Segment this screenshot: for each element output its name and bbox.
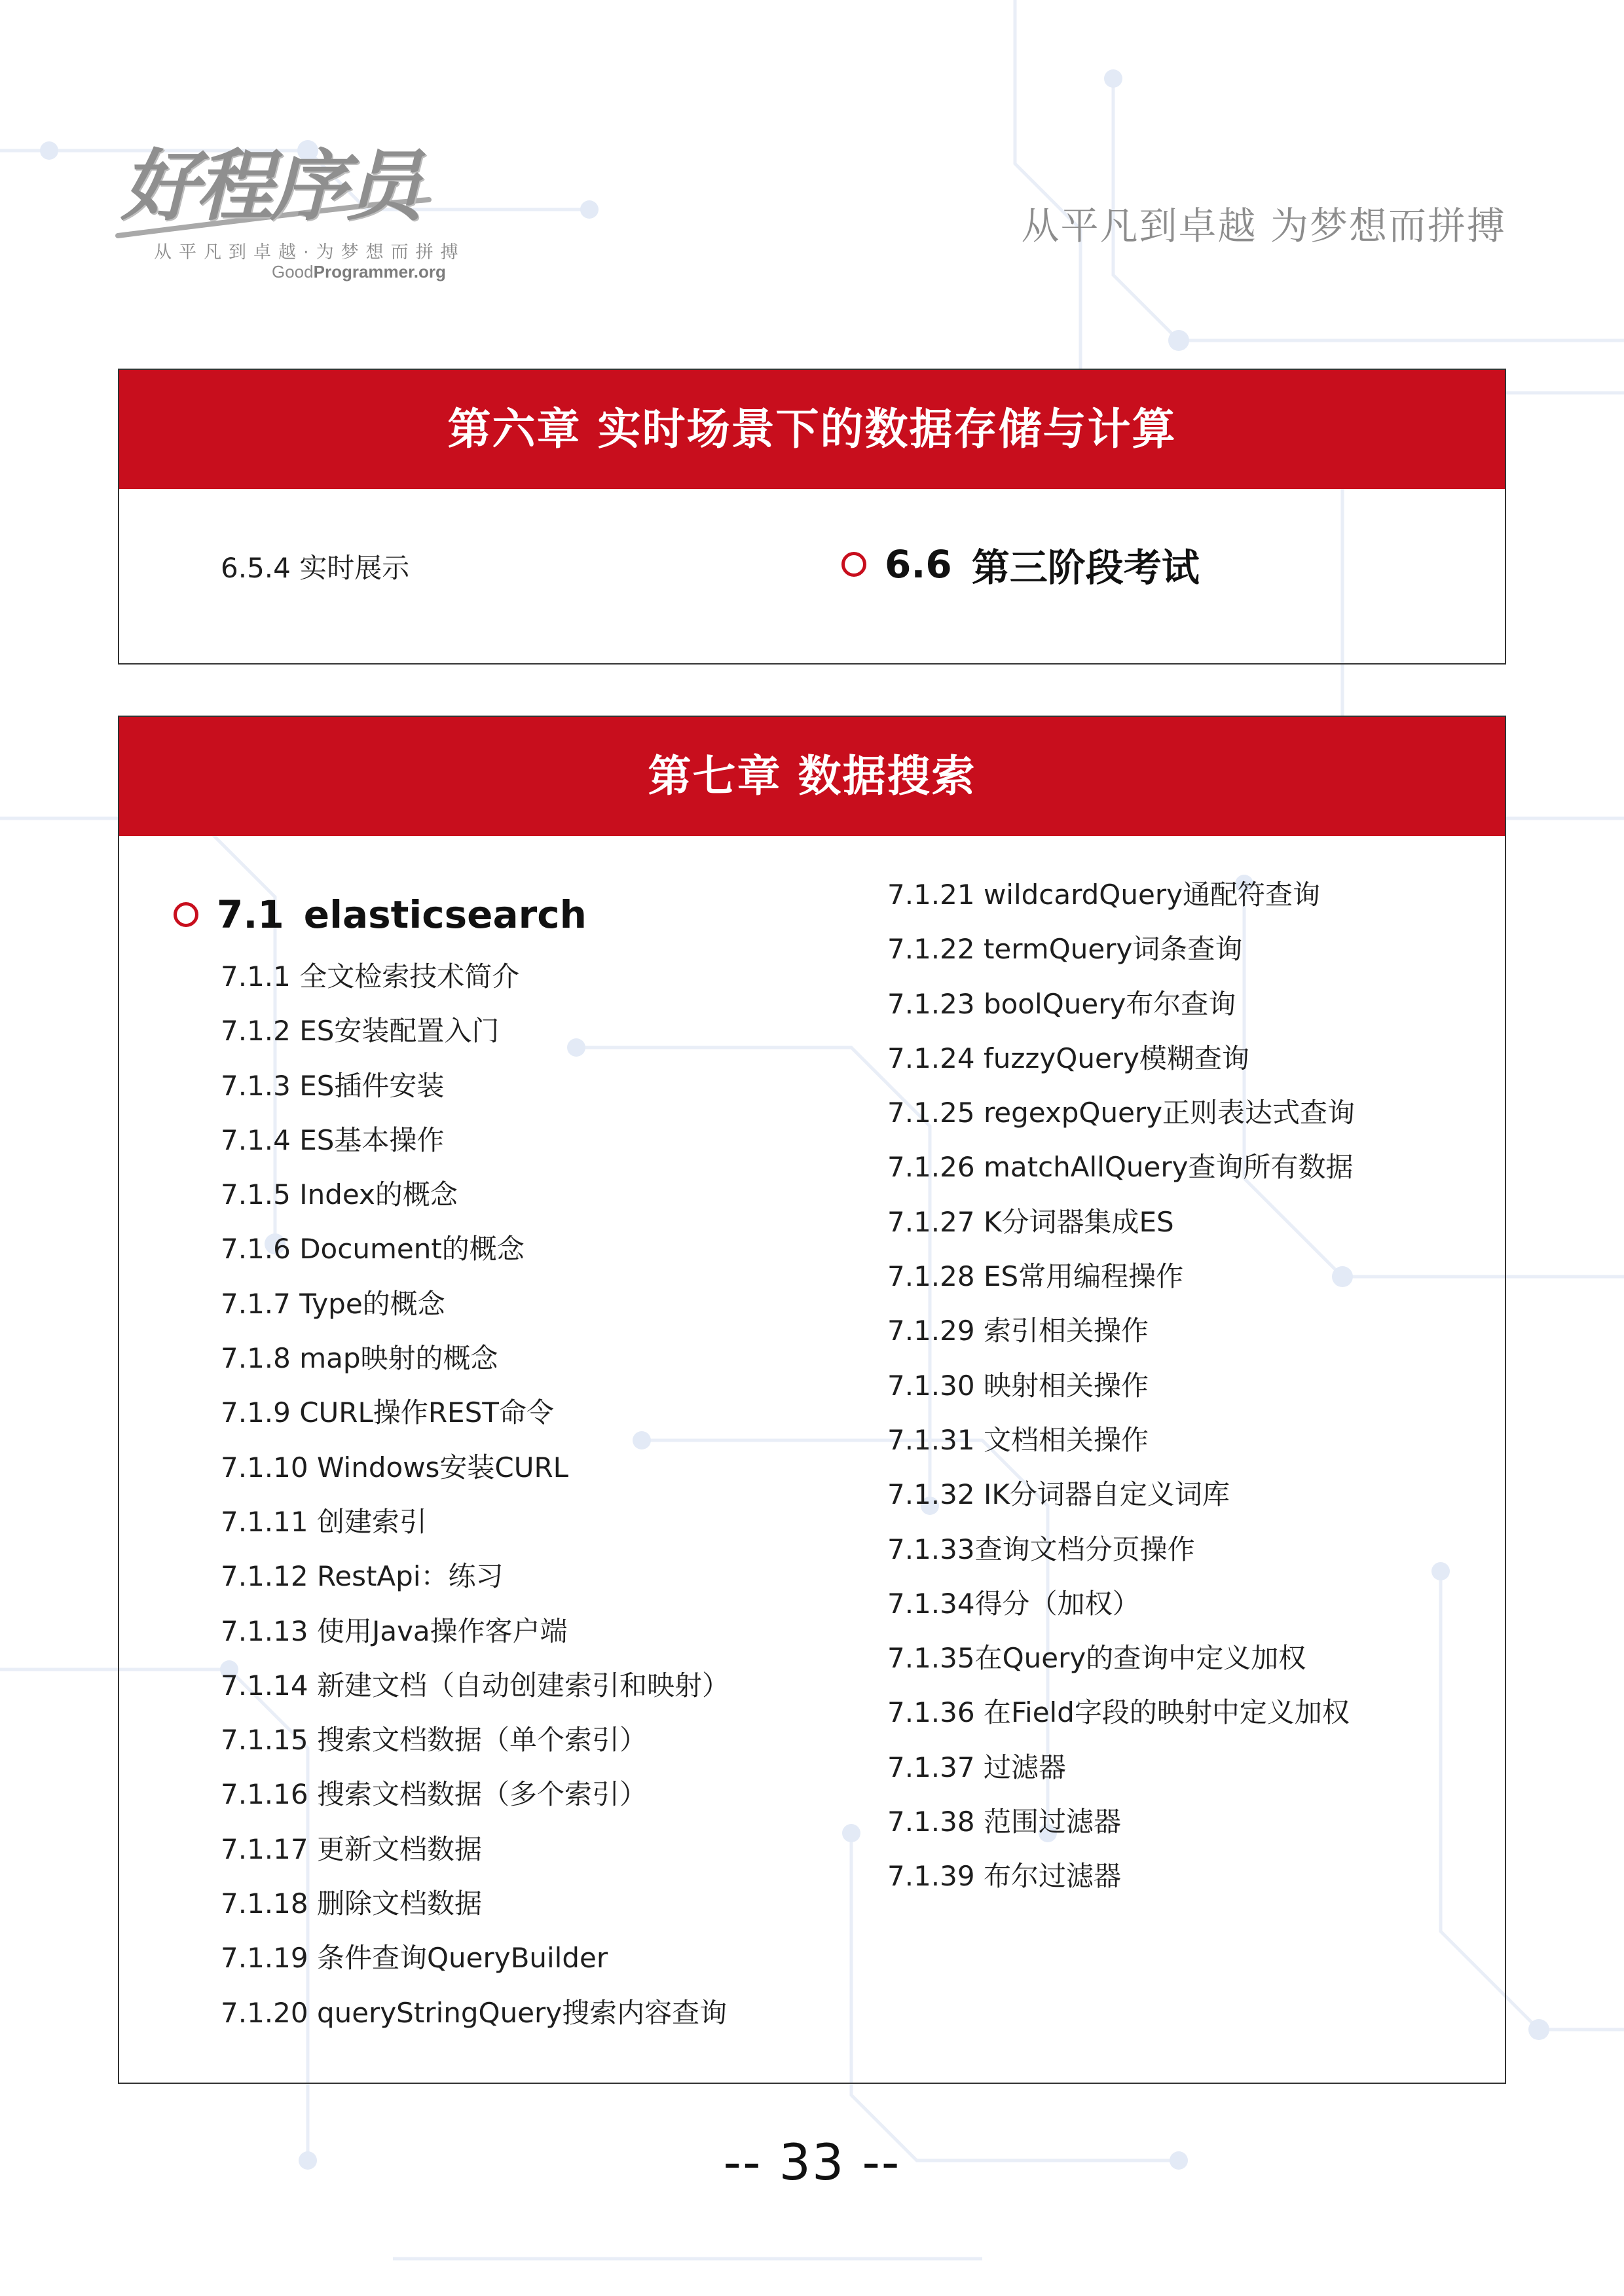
toc-item: 7.1.16 搜索文档数据（多个索引）: [221, 1778, 647, 1811]
section-number: 7.1: [217, 892, 284, 937]
logo-website: [272, 262, 446, 282]
toc-item: 7.1.10 Windows安装CURL: [221, 1451, 569, 1484]
toc-item: 7.1.36 在Field字段的映射中定义加权: [887, 1696, 1350, 1729]
toc-item: 7.1.33查询文档分页操作: [887, 1533, 1195, 1565]
toc-item: 7.1.5 Index的概念: [221, 1178, 458, 1211]
toc-item: 7.1.30 映射相关操作: [887, 1369, 1149, 1402]
page-number: -- 33 --: [723, 2133, 901, 2191]
toc-item: 7.1.8 map映射的概念: [221, 1342, 498, 1375]
toc-item: 7.1.37 过滤器: [887, 1751, 1066, 1783]
toc-item: 7.1.26 matchAllQuery查询所有数据: [887, 1151, 1354, 1184]
toc-item: 7.1.20 queryStringQuery搜索内容查询: [221, 1996, 728, 2029]
toc-item: 7.1.28 ES常用编程操作: [887, 1260, 1184, 1293]
toc-item: 7.1.11 创建索引: [221, 1505, 427, 1538]
section-bullet-icon: [174, 902, 198, 927]
toc-item: 7.1.2 ES安装配置入门: [221, 1015, 500, 1048]
toc-item: 7.1.13 使用Java操作客户端: [221, 1614, 568, 1647]
section-title: 第三阶段考试: [971, 545, 1200, 590]
toc-item: 7.1.15 搜索文档数据（单个索引）: [221, 1724, 647, 1757]
toc-item: 7.1.31 文档相关操作: [887, 1423, 1149, 1456]
toc-item: 7.1.34得分（加权）: [887, 1587, 1140, 1620]
toc-left-column: [221, 949, 729, 2040]
logo-tagline: 从平凡到卓越·为梦想而拼搏: [154, 242, 466, 263]
toc-item: 7.1.3 ES插件安装: [221, 1069, 445, 1102]
toc-item: 7.1.25 regexpQuery正则表达式查询: [887, 1097, 1356, 1129]
toc-item: 7.1.7 Type的概念: [221, 1287, 445, 1320]
toc-item: 7.1.14 新建文档（自动创建索引和映射）: [221, 1669, 729, 1702]
toc-item: 7.1.23 boolQuery布尔查询: [887, 987, 1236, 1020]
chapter-7-box: [118, 716, 1506, 2084]
logo-text: 好程序员: [121, 141, 420, 231]
toc-item: 7.1.32 IK分词器自定义词库: [887, 1478, 1230, 1511]
toc-item: 7.1.39 布尔过滤器: [887, 1860, 1121, 1893]
toc-item: 7.1.12 RestApi：练习: [221, 1560, 504, 1593]
toc-item: 7.1.27 K分词器集成ES: [887, 1205, 1174, 1238]
toc-item: 7.1.21 wildcardQuery通配符查询: [887, 879, 1320, 911]
toc-item: 7.1.19 条件查询QueryBuilder: [221, 1942, 608, 1975]
logo-website-main: Programmer.org: [313, 262, 446, 282]
toc-item: 7.1.9 CURL操作REST命令: [221, 1396, 554, 1429]
toc-item: 7.1.38 范围过滤器: [887, 1806, 1121, 1838]
chapter-6-title: 第六章 实时场景下的数据存储与计算: [119, 370, 1505, 489]
section-6-6-heading: [841, 537, 1200, 592]
section-bullet-icon: [841, 552, 866, 577]
section-number: 6.6: [885, 542, 952, 587]
logo-website-prefix: Good: [272, 262, 314, 282]
toc-item: 7.1.4 ES基本操作: [221, 1123, 445, 1156]
company-logo: [115, 141, 468, 285]
toc-item: 7.1.1 全文检索技术简介: [221, 960, 520, 993]
chapter-6-item: 6.5.4 实时展示: [221, 552, 410, 584]
toc-item: 7.1.24 fuzzyQuery模糊查询: [887, 1042, 1249, 1074]
toc-item: 7.1.29 索引相关操作: [887, 1315, 1149, 1347]
toc-item: 7.1.35在Query的查询中定义加权: [887, 1642, 1306, 1675]
toc-item: 7.1.6 Document的概念: [221, 1233, 525, 1266]
header-slogan: 从平凡到卓越 为梦想而拼搏: [1021, 204, 1506, 248]
section-7-1-heading: [174, 892, 587, 937]
chapter-6-box: [118, 369, 1506, 665]
toc-item: 7.1.22 termQuery词条查询: [887, 933, 1243, 966]
toc-right-column: [887, 867, 1355, 1904]
chapter-7-title: 第七章 数据搜索: [119, 717, 1505, 836]
toc-item: 7.1.18 删除文档数据: [221, 1887, 482, 1920]
section-title: elasticsearch: [303, 892, 587, 937]
toc-item: 7.1.17 更新文档数据: [221, 1832, 482, 1865]
